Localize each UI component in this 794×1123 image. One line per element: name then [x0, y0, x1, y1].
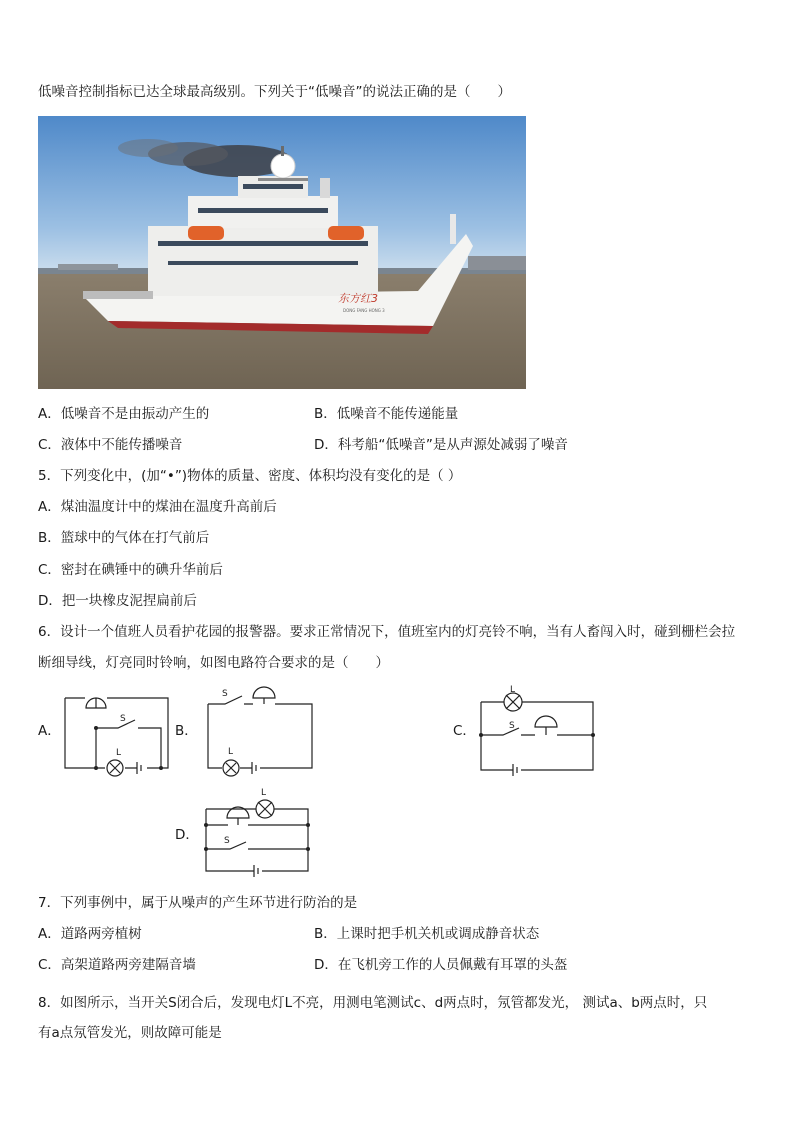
q5-option-d: D．把一块橡皮泥捏扁前后 — [38, 593, 197, 609]
q7-option-a: A．道路两旁植树 — [38, 926, 142, 942]
q7-option-d: D．在飞机旁工作的人员佩戴有耳罩的头盔 — [314, 957, 568, 973]
q8-stem-line2: 有a点氖管发光，则故障可能是 — [38, 1025, 222, 1041]
circuit-d-label: D． — [175, 827, 199, 843]
q7-option-b: B．上课时把手机关机或调成静音状态 — [314, 926, 540, 942]
circuit-a-label: A． — [38, 723, 61, 739]
q5-option-a: A．煤油温度计中的煤油在温度升高前后 — [38, 499, 277, 515]
q4-option-d: D．科考船“低噪音”是从声源处减弱了噪音 — [314, 437, 568, 453]
circuit-c-diagram — [475, 680, 600, 776]
circuit-a-switch-label: S — [120, 714, 126, 724]
circuit-b-label: B． — [175, 723, 198, 739]
ship-name-text: 东方红3 — [338, 292, 378, 305]
q4-option-a: A．低噪音不是由振动产生的 — [38, 406, 210, 422]
q8-stem-line1: 8．如图所示，当开关S闭合后，发现电灯L不亮，用测电笔测试c、d两点时，氖管都发光， 测试a、b两点时，只 — [38, 995, 708, 1011]
q5-stem: 5．下列变化中，(加“•”)物体的质量、密度、体积均没有变化的是（ ） — [38, 468, 462, 484]
circuit-c-lamp-label: L — [510, 685, 516, 695]
circuit-d-diagram — [200, 785, 315, 877]
q4-option-c: C．液体中不能传播噪音 — [38, 437, 183, 453]
q6-stem-line2: 断细导线，灯亮同时铃响，如图电路符合要求的是（ ） — [38, 655, 389, 671]
circuit-c-label: C． — [453, 723, 476, 739]
circuit-b-diagram — [200, 684, 320, 780]
research-ship-photo — [38, 116, 526, 389]
q5-option-b: B．篮球中的气体在打气前后 — [38, 530, 210, 546]
circuit-a-diagram — [60, 680, 175, 780]
q7-option-c: C．高架道路两旁建隔音墙 — [38, 957, 196, 973]
q7-stem: 7．下列事例中，属于从噪声的产生环节进行防治的是 — [38, 895, 358, 911]
svg-text:DONG FANG HONG 3: DONG FANG HONG 3 — [343, 308, 385, 313]
circuit-d-lamp-label: L — [261, 788, 267, 798]
q4-option-b: B．低噪音不能传递能量 — [314, 406, 459, 422]
circuit-b-switch-label: S — [222, 689, 228, 699]
q4-stem: 低噪音控制指标已达全球最高级别。下列关于“低噪音”的说法正确的是（ ） — [38, 84, 511, 100]
circuit-b-lamp-label: L — [228, 747, 234, 757]
q5-option-c: C．密封在碘锤中的碘升华前后 — [38, 562, 223, 578]
circuit-a-lamp-label: L — [116, 748, 122, 758]
circuit-c-switch-label: S — [509, 721, 515, 731]
q6-stem-line1: 6．设计一个值班人员看护花园的报警器。要求正常情况下，值班室内的灯亮铃不响，当有人畜闯入时，碰到栅栏会拉 — [38, 624, 736, 640]
circuit-d-switch-label: S — [224, 836, 230, 846]
